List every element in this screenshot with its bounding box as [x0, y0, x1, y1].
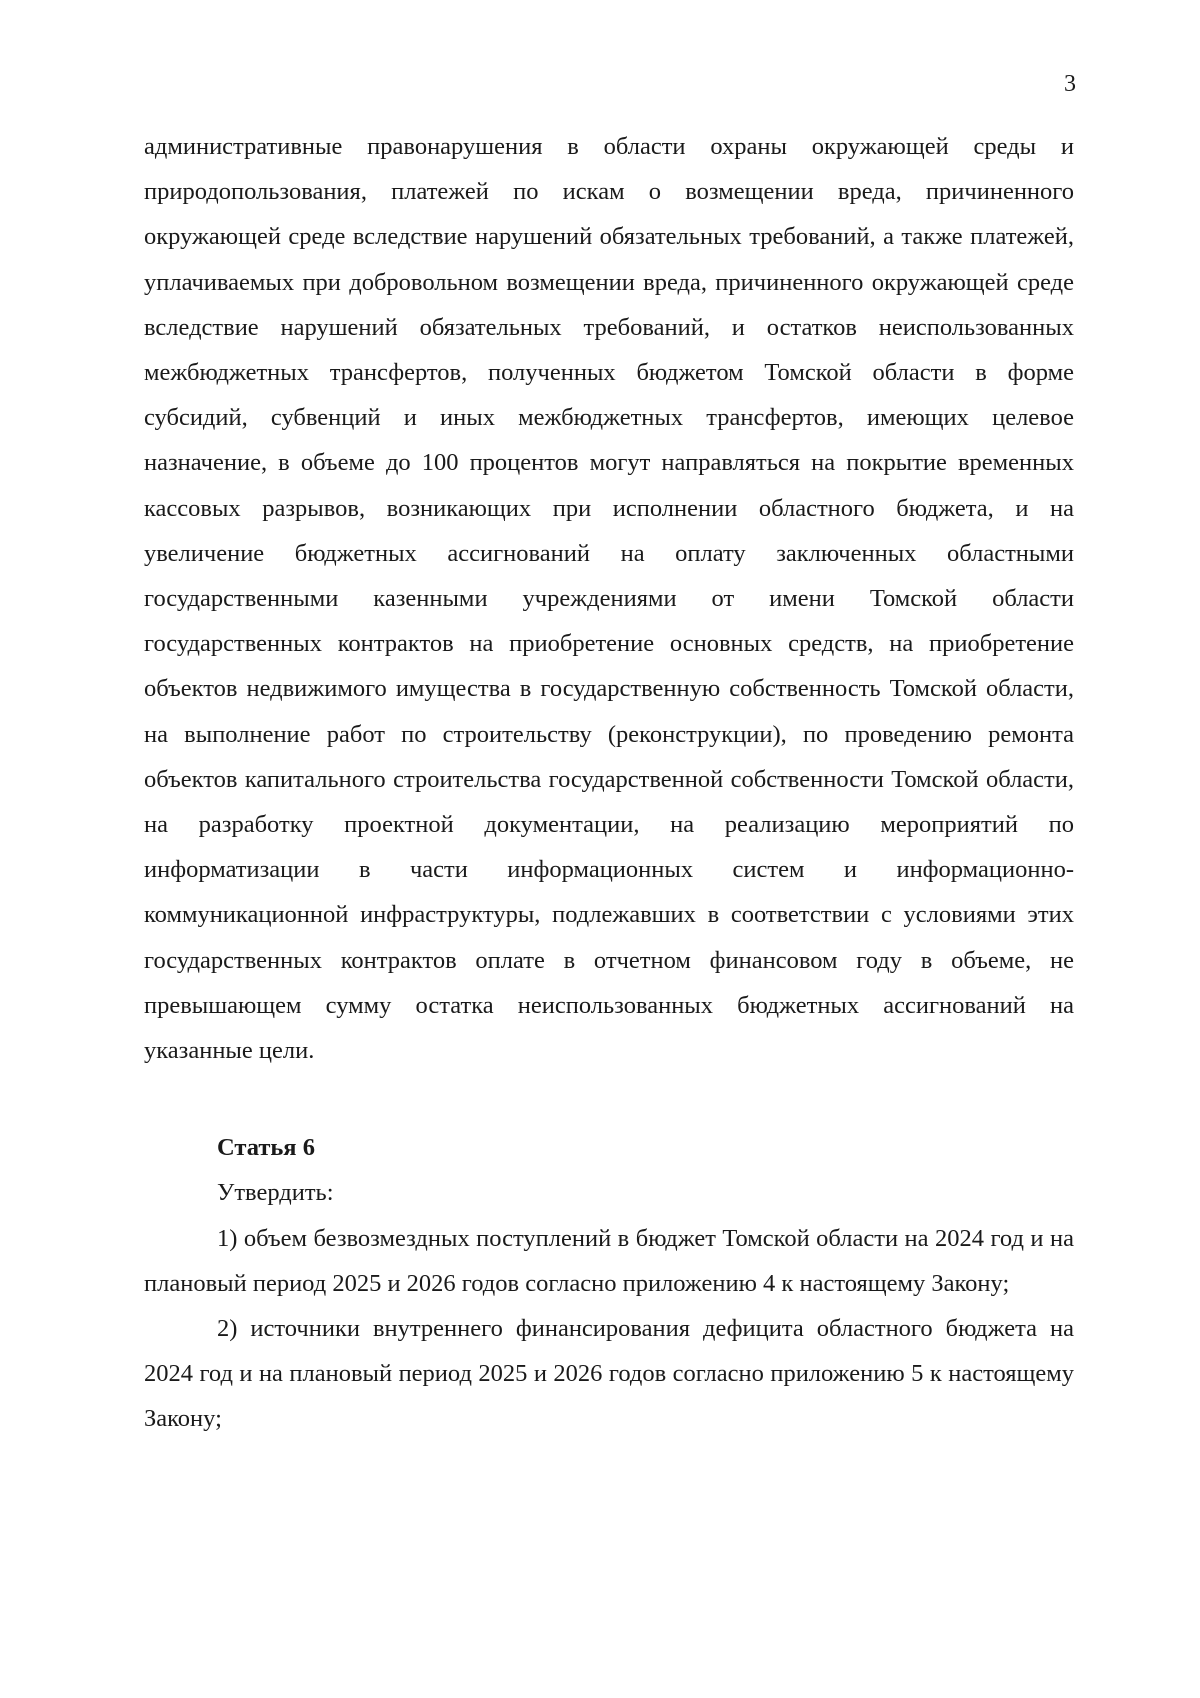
- page-number: 3: [1064, 71, 1076, 97]
- article-item-2: 2) источники внутреннего финансирования дефицита областного бюджета на 2024 год и на плановый период 2025 и 2026 годов согласно приложению 5 к настоящему Закону;: [144, 1315, 1074, 1433]
- article-item-1: 1) объем безвозмездных поступлений в бюджет Томской области на 2024 год и на плановый период 2025 и 2026 годов согласно приложению 4 к настоящему Закону;: [144, 1224, 1074, 1297]
- article-intro: Утвердить:: [217, 1179, 334, 1207]
- article-heading: Статья 6: [217, 1134, 315, 1162]
- document-body: [144, 124, 1074, 1442]
- continuation-paragraph: административные правонарушения в области охраны окружающей среды и природопользования, платежей по искам о возмещении вреда, причиненного окружающей среде вследствие нарушений обязательных требований, а также платежей, уплачиваемых при добровольном возмещении вреда, причиненного окружающей среде вследствие нарушений обязательных требований, и остатков неиспользованных межбюджетных трансфертов, полученных бюджетом Томской области в форме субсидий, субвенций и иных межбюджетных трансфертов, имеющих целевое назначение, в объеме до 100 процентов могут направляться на покрытие временных кассовых разрывов, возникающих при исполнении областного бюджета, и на увеличение бюджетных ассигнований на оплату заключенных областными государственными казенными учреждениями от имени Томской области государственных контрактов на приобретение основных средств, на приобретение объектов недвижимого имущества в государственную собственность Томской области, на выполнение работ по строительству (реконструкции), по проведению ремонта объектов капитального строительства государственной собственности Томской области, на разработку проектной документации, на реализацию мероприятий по информатизации в части информационных систем и информационно-коммуникационной инфраструктуры, подлежавших в соответствии с условиями этих государственных контрактов оплате в отчетном финансовом году в объеме, не превышающем сумму остатка неиспользованных бюджетных ассигнований на указанные цели.: [144, 133, 1074, 1065]
